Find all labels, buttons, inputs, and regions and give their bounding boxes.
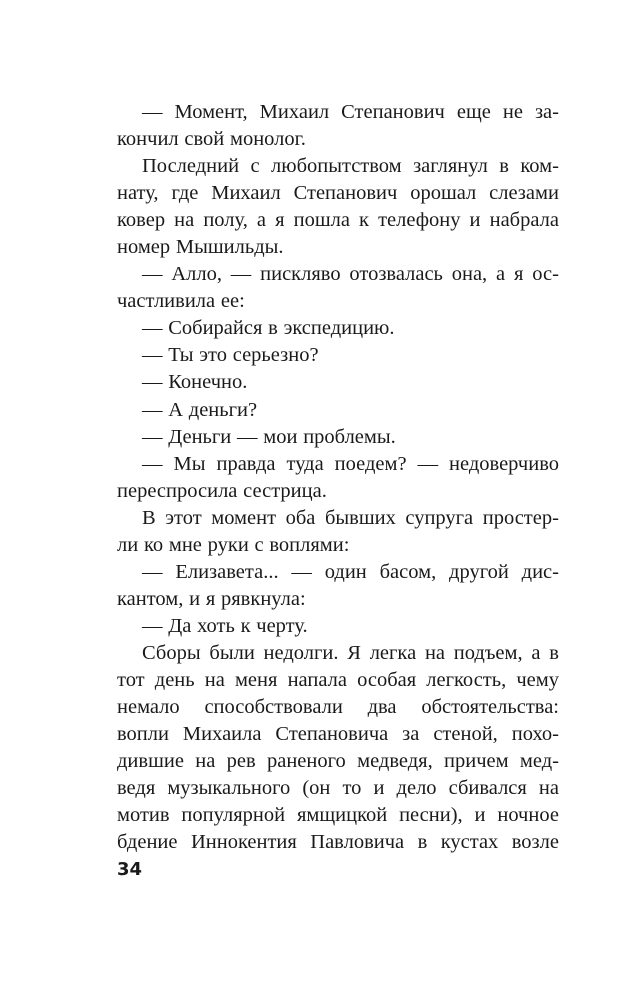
word: простер- bbox=[482, 506, 559, 529]
word: сестрица. bbox=[243, 479, 327, 502]
word: — bbox=[142, 101, 163, 123]
word: любопытством bbox=[271, 155, 402, 178]
word: ведя bbox=[117, 777, 156, 800]
word: это bbox=[199, 344, 227, 367]
word: слезами bbox=[489, 182, 559, 205]
text-line bbox=[117, 288, 559, 315]
word: набрала bbox=[489, 209, 559, 232]
word: Степанович bbox=[341, 101, 445, 123]
text-line bbox=[117, 532, 559, 559]
text-line bbox=[117, 640, 559, 667]
word: музыкального bbox=[167, 777, 291, 800]
text-line bbox=[117, 424, 559, 451]
word: — bbox=[142, 452, 163, 475]
body-text bbox=[117, 99, 559, 856]
word: Елизавета... bbox=[175, 560, 279, 583]
text-line bbox=[117, 802, 559, 829]
word: — bbox=[142, 398, 163, 421]
word: раненого bbox=[266, 750, 346, 773]
word: Собирайся bbox=[168, 317, 263, 340]
word: нату, bbox=[117, 182, 159, 205]
word: пошла bbox=[293, 209, 350, 232]
word: Конечно. bbox=[168, 371, 248, 394]
word: день bbox=[154, 668, 195, 691]
word: — bbox=[237, 425, 258, 448]
word: Деньги bbox=[168, 425, 232, 448]
word: ямщицкой bbox=[296, 804, 388, 827]
word: популярной bbox=[181, 804, 286, 827]
word: в bbox=[417, 831, 428, 854]
word: полу, bbox=[203, 209, 248, 232]
word: воплями: bbox=[269, 533, 350, 556]
word: напала bbox=[287, 668, 347, 691]
word: где bbox=[171, 182, 199, 205]
word: в bbox=[268, 317, 278, 340]
word: с bbox=[254, 533, 264, 556]
text-line bbox=[117, 775, 559, 802]
word: а bbox=[256, 209, 267, 232]
word: Момент, bbox=[174, 101, 248, 123]
word: мне bbox=[168, 533, 202, 556]
word: Последний bbox=[142, 155, 240, 178]
word: песни), bbox=[399, 804, 463, 827]
word: хоть bbox=[197, 614, 235, 637]
text-line bbox=[117, 748, 559, 775]
word: кустах bbox=[440, 831, 499, 854]
word: Степановича bbox=[275, 723, 389, 746]
word: на bbox=[174, 209, 195, 232]
word: обстоятельства: bbox=[421, 696, 559, 719]
word: подъем, bbox=[453, 641, 523, 664]
word: к bbox=[359, 209, 369, 232]
word: номер bbox=[117, 236, 171, 259]
word: бдение bbox=[117, 831, 178, 854]
word: рев bbox=[226, 750, 256, 773]
word: — bbox=[417, 452, 439, 475]
word: я bbox=[513, 263, 524, 286]
word: легка bbox=[369, 641, 417, 664]
word: рявкнула: bbox=[221, 587, 306, 610]
word: кантом, bbox=[117, 587, 184, 610]
page-number: 34 bbox=[117, 859, 143, 880]
word: она, bbox=[451, 263, 488, 286]
word: монолог. bbox=[229, 128, 306, 151]
word: к bbox=[240, 614, 251, 637]
text-line bbox=[117, 478, 559, 505]
word: похо- bbox=[511, 723, 559, 746]
word: два bbox=[367, 696, 397, 719]
word: на bbox=[538, 777, 559, 800]
word: немало bbox=[117, 696, 180, 719]
word: ковер bbox=[117, 209, 166, 232]
word: тот bbox=[117, 668, 145, 691]
word: А bbox=[168, 398, 184, 421]
text-line bbox=[117, 613, 559, 640]
text-line bbox=[117, 397, 559, 424]
word: в bbox=[499, 155, 509, 178]
word: я bbox=[275, 209, 285, 232]
word: — bbox=[142, 344, 163, 367]
word: ли bbox=[117, 533, 139, 556]
word: — bbox=[230, 263, 252, 286]
word: дившие bbox=[117, 750, 184, 773]
text-line bbox=[117, 667, 559, 694]
word: — bbox=[142, 263, 163, 286]
text-line bbox=[117, 207, 559, 234]
word: я bbox=[205, 587, 216, 610]
word: и bbox=[469, 209, 481, 232]
word: недолги. bbox=[263, 641, 339, 664]
text-line bbox=[117, 721, 559, 748]
word: частливила bbox=[117, 290, 216, 313]
word: — bbox=[142, 425, 163, 448]
word: с bbox=[250, 155, 260, 178]
word: орошал bbox=[410, 182, 477, 205]
word: Михаила bbox=[182, 723, 262, 746]
word: способствовали bbox=[204, 696, 343, 719]
word: проблемы. bbox=[303, 425, 396, 448]
text-line bbox=[117, 126, 559, 153]
word: деньги? bbox=[188, 398, 258, 421]
word: Сборы bbox=[142, 641, 201, 664]
word: переспросила bbox=[117, 479, 238, 502]
word: за- bbox=[534, 101, 559, 123]
word: чему bbox=[516, 668, 559, 691]
word: были bbox=[209, 641, 255, 664]
word: этот bbox=[165, 506, 202, 529]
word: бывших bbox=[324, 506, 396, 529]
text-line bbox=[117, 559, 559, 586]
word: черту. bbox=[256, 614, 308, 637]
word: телефону bbox=[378, 209, 461, 232]
text-line bbox=[117, 586, 559, 613]
word: мои bbox=[263, 425, 298, 448]
text-line bbox=[117, 99, 559, 126]
word: меня bbox=[234, 668, 278, 691]
word: легкость, bbox=[426, 668, 507, 691]
word: на bbox=[204, 668, 225, 691]
word: (он bbox=[302, 777, 331, 800]
word: причем bbox=[444, 750, 509, 773]
text-line bbox=[117, 694, 559, 721]
word: Михаил bbox=[211, 182, 281, 205]
word: Иннокентия bbox=[190, 831, 297, 854]
word: стеной, bbox=[433, 723, 498, 746]
word: еще bbox=[456, 101, 491, 123]
word: на bbox=[424, 641, 446, 664]
word: мед- bbox=[519, 750, 559, 773]
word: — bbox=[142, 371, 163, 394]
word: не bbox=[502, 101, 523, 123]
word: — bbox=[142, 614, 163, 637]
word: Степанович bbox=[293, 182, 398, 205]
word: экспедицию. bbox=[283, 317, 395, 340]
word: то bbox=[342, 777, 362, 800]
word: отозвалась bbox=[349, 263, 443, 286]
word: супруга bbox=[405, 506, 474, 529]
word: ее: bbox=[220, 290, 245, 313]
word: ночное bbox=[497, 804, 559, 827]
word: возле bbox=[511, 831, 559, 854]
word: Мы bbox=[173, 452, 206, 475]
text-line bbox=[117, 153, 559, 180]
word: один bbox=[324, 560, 367, 583]
word: сбивался bbox=[448, 777, 527, 800]
word: серьезно? bbox=[232, 344, 319, 367]
word: дело bbox=[396, 777, 437, 800]
word: дис- bbox=[521, 560, 559, 583]
word: поедем? bbox=[334, 452, 407, 475]
word: другой bbox=[449, 560, 509, 583]
word: и bbox=[474, 804, 486, 827]
word: а bbox=[496, 263, 506, 286]
text-line bbox=[117, 829, 559, 856]
word: Да bbox=[168, 614, 192, 637]
word: оба bbox=[285, 506, 316, 529]
word: Я bbox=[347, 641, 361, 664]
word: вопли bbox=[117, 723, 169, 746]
word: за bbox=[402, 723, 420, 746]
word: Михаил bbox=[259, 101, 330, 123]
word: в bbox=[549, 641, 559, 664]
word: момент bbox=[211, 506, 277, 529]
word: Мышильды. bbox=[175, 236, 284, 259]
text-line bbox=[117, 342, 559, 369]
word: пискляво bbox=[260, 263, 341, 286]
word: Алло, bbox=[171, 263, 222, 286]
word: кончил bbox=[117, 128, 179, 151]
text-line bbox=[117, 315, 559, 342]
word: ком- bbox=[520, 155, 559, 178]
word: — bbox=[291, 560, 312, 583]
text-line bbox=[117, 505, 559, 532]
word: В bbox=[142, 506, 156, 529]
word: туда bbox=[286, 452, 324, 475]
word: особая bbox=[357, 668, 417, 691]
word: на bbox=[195, 750, 216, 773]
word: Ты bbox=[168, 344, 194, 367]
word: мотив bbox=[117, 804, 170, 827]
word: свой bbox=[184, 128, 225, 151]
word: — bbox=[142, 317, 163, 340]
word: медведя, bbox=[357, 750, 433, 773]
text-line bbox=[117, 451, 559, 478]
text-line bbox=[117, 180, 559, 207]
word: и bbox=[189, 587, 201, 610]
text-line bbox=[117, 234, 559, 261]
word: ко bbox=[143, 533, 164, 556]
word: а bbox=[531, 641, 541, 664]
word: ос- bbox=[532, 263, 559, 286]
word: заглянул bbox=[413, 155, 488, 178]
text-line bbox=[117, 261, 559, 288]
word: правда bbox=[216, 452, 276, 475]
word: басом, bbox=[379, 560, 437, 583]
word: — bbox=[142, 560, 163, 583]
word: Павловича bbox=[310, 831, 405, 854]
text-line bbox=[117, 369, 559, 396]
word: и bbox=[373, 777, 385, 800]
word: руки bbox=[207, 533, 249, 556]
word: недоверчиво bbox=[449, 452, 559, 475]
